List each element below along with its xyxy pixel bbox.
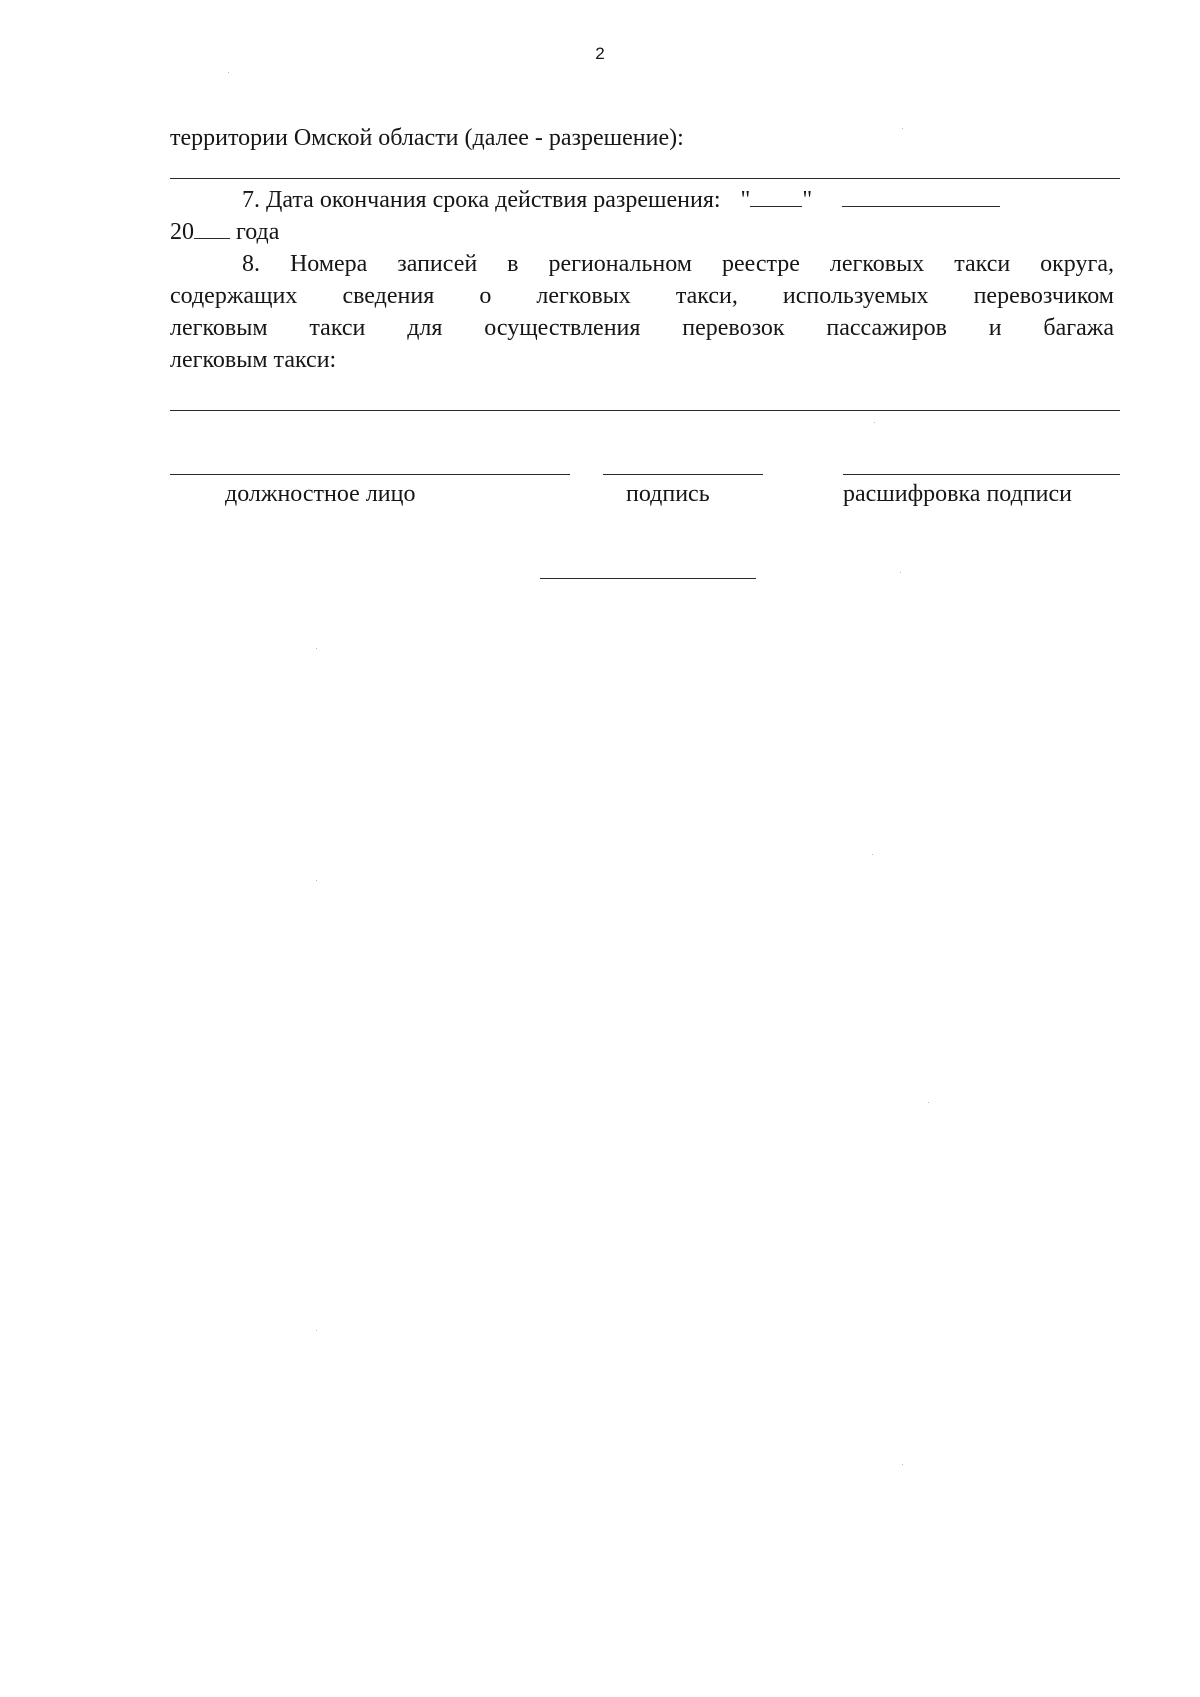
decode-label: расшифровка подписи (843, 481, 1073, 507)
item-8-last-line: легковым такси: (170, 347, 337, 373)
closing-rule (540, 578, 756, 579)
scan-speck (928, 1102, 929, 1103)
item-8-line-1: 8. Номера записей в региональном реестре легковых такси округа, (242, 251, 1114, 277)
signature-decode-line (843, 474, 1120, 475)
scan-speck (316, 648, 317, 649)
item-7-year-line (170, 216, 279, 248)
intro-line: территории Омской области (далее - разрешение): (170, 125, 684, 151)
item-7-text: 7. Дата окончания срока действия разрешения: (242, 187, 721, 213)
official-signature-line (170, 474, 570, 475)
year-suffix: года (236, 219, 280, 245)
scan-speck (316, 880, 317, 881)
fill-line-permit (170, 178, 1120, 179)
item-7-line (242, 184, 1000, 216)
page-number: 2 (595, 44, 605, 63)
scan-speck (900, 572, 901, 573)
item-8-line-2: содержащих сведения о легковых такси, используемых перевозчиком (170, 283, 1114, 309)
signature-line (603, 474, 763, 475)
item-8-line-3: легковым такси для осуществления перевозок пассажиров и багажа (170, 315, 1114, 341)
sign-label: подпись (626, 481, 710, 507)
scan-speck (872, 854, 873, 855)
fill-line-registry (170, 410, 1120, 411)
scan-speck (902, 128, 903, 129)
scan-speck (874, 422, 875, 423)
scan-speck (902, 1464, 903, 1465)
close-quote: " (802, 187, 813, 213)
scan-speck (228, 72, 229, 73)
year-prefix: 20 (170, 219, 194, 245)
day-blank (750, 188, 802, 207)
month-blank (842, 188, 1000, 207)
open-quote: " (740, 187, 751, 213)
official-label: должностное лицо (225, 481, 416, 507)
scan-speck (316, 1330, 317, 1331)
year-blank (194, 220, 230, 239)
